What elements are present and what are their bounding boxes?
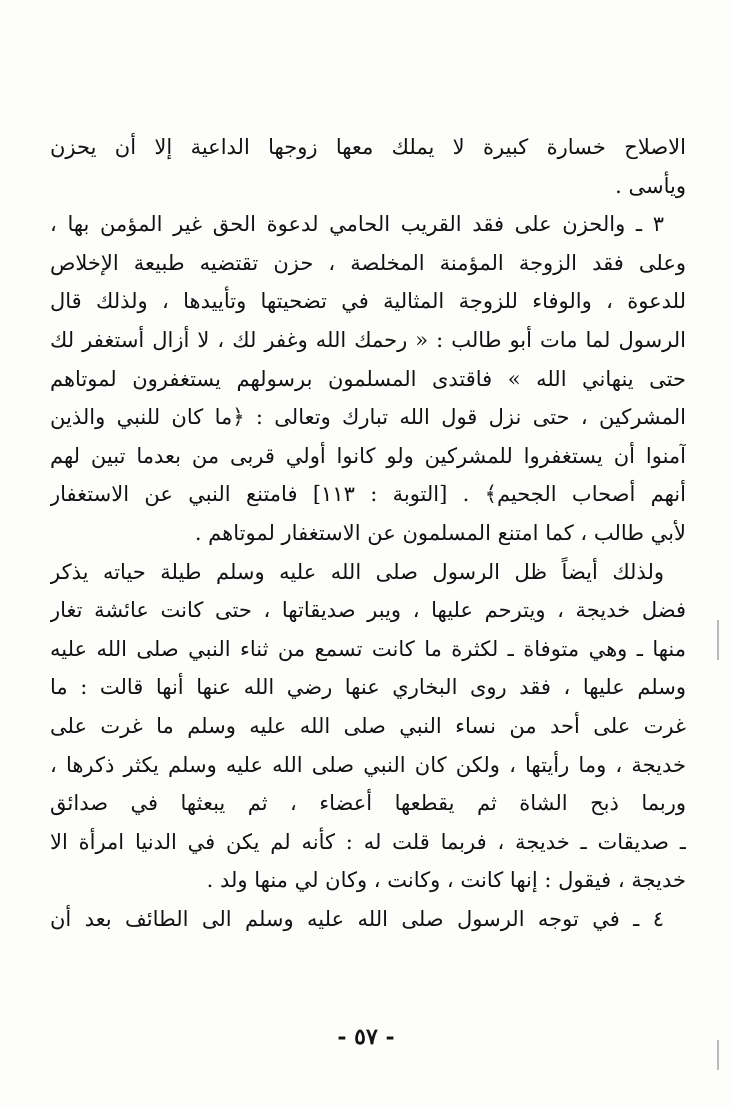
text-line: خديجة ، وما رأيتها ، ولكن كان النبي صلى الله عليه وسلم يكثر ذكرها ،: [50, 752, 686, 777]
text-line: للدعوة ، والوفاء للزوجة المثالية في تضحيتها وتأييدها ، ولذلك قال: [50, 289, 686, 314]
text-line: منها ـ وهي متوفاة ـ لكثرة ما كانت تسمع من ثناء النبي صلى الله عليه: [50, 636, 686, 661]
body-text: [50, 128, 686, 938]
page-number: - ٥٧ -: [337, 1024, 395, 1050]
text-line: آمنوا أن يستغفروا للمشركين ولو كانوا أولي قربى من بعدما تبين لهم: [50, 443, 686, 468]
text-line: ٤ ـ في توجه الرسول صلى الله عليه وسلم الى الطائف بعد أن: [50, 906, 664, 931]
text-line: لأبي طالب ، كما امتنع المسلمون عن الاستغفار لموتاهم .: [194, 520, 686, 545]
text-line: خديجة ، فيقول : إنها كانت ، وكانت ، وكان لي منها ولد .: [206, 868, 686, 893]
text-line: الرسول لما مات أبو طالب : « رحمك الله وغفر لك ، لا أزال أستغفر لك: [50, 327, 686, 352]
scan-edge-mark: [717, 1040, 719, 1070]
text-line: الاصلاح خسارة كبيرة لا يملك معها زوجها الداعية إلا أن يحزن: [50, 135, 686, 159]
text-line: أنهم أصحاب الجحيم﴾ . [التوبة : ١١٣] فامتنع النبي عن الاستغفار: [50, 482, 686, 507]
text-line: غرت على أحد من نساء النبي صلى الله عليه وسلم ما غرت على: [50, 713, 686, 738]
text-line: ويأسى .: [615, 173, 686, 198]
text-line: فضل خديجة ، ويترحم عليها ، ويبر صديقاتها ، حتى كانت عائشة تغار: [50, 598, 686, 623]
text-line: وسلم عليها ، فقد روى البخاري عنها رضي الله عنها أنها قالت : ما: [50, 675, 686, 700]
text-line: ولذلك أيضاً ظل الرسول صلى الله عليه وسلم طيلة حياته يذكر: [50, 559, 664, 584]
text-line: ـ صديقات ـ خديجة ، فربما قلت له : كأنه لم يكن في الدنيا امرأة الا: [50, 829, 686, 854]
text-line: وربما ذبح الشاة ثم يقطعها أعضاء ، ثم يبعثها في صدائق: [50, 791, 686, 816]
scan-edge-mark: [717, 620, 719, 660]
text-line: المشركين ، حتى نزل قول الله تبارك وتعالى : ﴿ما كان للنبي والذين: [50, 405, 686, 430]
text-line: ٣ ـ والحزن على فقد القريب الحامي لدعوة الحق غير المؤمن بها ،: [50, 212, 664, 237]
text-line: حتى ينهاني الله » فاقتدى المسلمون برسولهم يستغفرون لموتاهم: [50, 366, 686, 391]
text-line: وعلى فقد الزوجة المؤمنة المخلصة ، حزن تقتضيه طبيعة الإخلاص: [50, 250, 686, 275]
